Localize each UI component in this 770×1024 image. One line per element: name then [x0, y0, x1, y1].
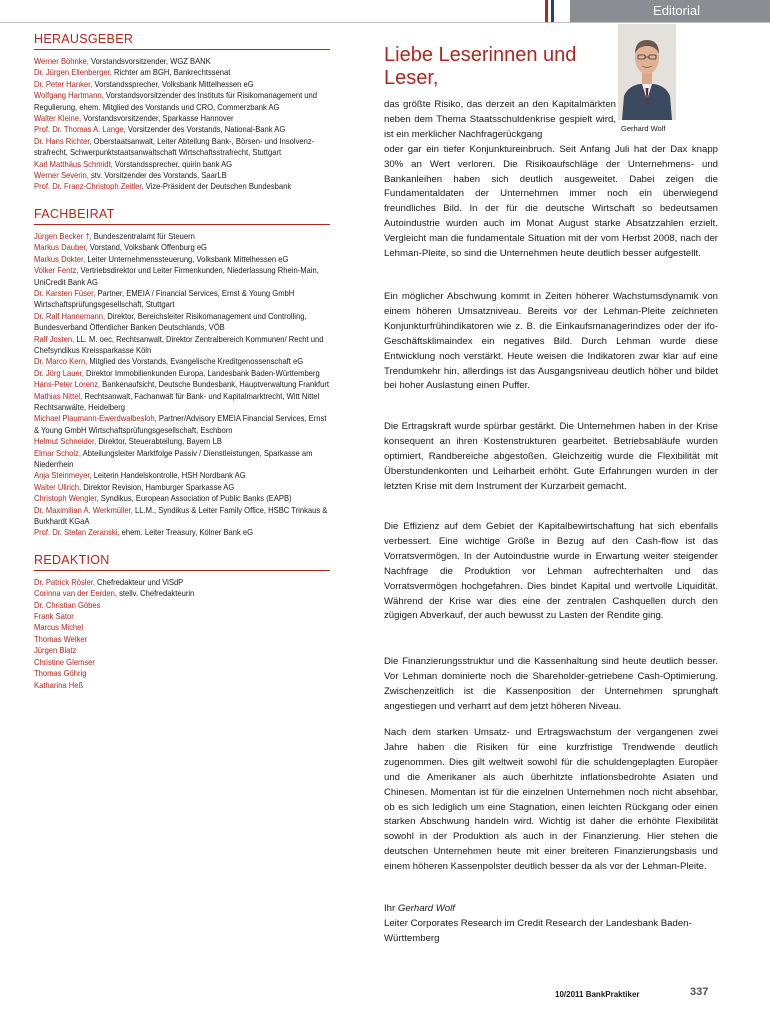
- fachbeirat-entry: [34, 231, 330, 242]
- fachbeirat-entry-name: Michael Plaumann-Ewerdwalbesloh,: [34, 414, 157, 424]
- redaktion-entry: [34, 634, 330, 645]
- fachbeirat-entry-role: LL. M. oec, Rechtsanwalt, Direktor Zentralbereich Kommunen/ Recht und Chefsyndikus Kreissparkasse Köln: [34, 334, 324, 355]
- redaktion-entry-role: stellv. Chefredakteurin: [116, 589, 195, 599]
- redaktion-entry-name: Thomas Welker: [34, 634, 88, 644]
- fachbeirat-entry-role: Vertriebsdirektor und Leiter Firmenkunden, Niederlassung Rhein-Main, UniCredit Bank AG: [34, 266, 319, 287]
- fachbeirat-entry-role: Leiterin Handelskontrolle, HSH Nordbank AG: [91, 471, 246, 481]
- fachbeirat-entry: [34, 288, 330, 311]
- herausgeber-list: [34, 56, 330, 193]
- redaktion-title: REDAKTION: [34, 552, 110, 567]
- herausgeber-entry: [34, 90, 330, 113]
- fachbeirat-entry-name: Hans-Peter Lorenz,: [34, 380, 101, 390]
- fachbeirat-entry-role: Bankenaufsicht, Deutsche Bundesbank, Hauptverwaltung Frankfurt: [100, 380, 330, 390]
- fachbeirat-entry-role: Partner, EMEIA / Financial Services, Ernst & Young GmbH Wirtschaftsprüfungsgesellschaft, Stuttgart: [34, 288, 295, 310]
- fachbeirat-entry: [34, 368, 330, 379]
- redaktion-entry: [34, 645, 330, 656]
- herausgeber-entry-name: Dr. Hans Richter,: [34, 136, 92, 146]
- fachbeirat-entry: [34, 470, 330, 481]
- masthead-column: [34, 32, 330, 691]
- paragraph-5: Die Finanzierungsstruktur und die Kassenhaltung sind heute deutlich besser. Vor Lehman dominierte noch die Shareholder-getriebene Cash-Optimierung. Zwischenzeitlich ist die Kassenposition der Unternehmen sprunghaft angestiegen und verharrt auf dem jetzt höheren Niveau.: [384, 656, 718, 712]
- fachbeirat-rule: [34, 224, 330, 225]
- fachbeirat-entry-role: Direktor Revision, Hamburger Sparkasse AG: [81, 482, 235, 492]
- herausgeber-entry-name: Prof. Dr. Thomas A. Lange,: [34, 125, 126, 135]
- fachbeirat-entry-name: Markus Dokter,: [34, 254, 86, 264]
- paragraph-4: Die Effizienz auf dem Gebiet der Kapitalbewirtschaftung hat sich ebenfalls verbessert. Eine wichtige Größe in Bezug auf den Cash-flow ist das Vorratsvermögen. In der Autoindustrie wurde in Erwartung weiter steigender Nachfrage die Produktion vor Lehman aufrechterhalten und das Vorratsvermögen hochgefahren. Dies bindet Kapital und wertvolle Liquidität. Während der Krise war dies eine der zentralen Cashquellen durch den zügigen Abverkauf, der auch bewusst zu Lasten der Rendite ging.: [384, 521, 718, 622]
- redaktion-entry: [34, 668, 330, 679]
- redaktion-entry: [34, 577, 330, 588]
- fachbeirat-entry-name: Mathias Nittel,: [34, 391, 83, 401]
- redaktion-entry-name: Dr. Christian Göbes: [34, 600, 101, 610]
- fachbeirat-entry-role: Syndikus, European Association of Public Banks (EAPB): [98, 494, 292, 504]
- fachbeirat-entry-name: Markus Dauber,: [34, 243, 88, 253]
- fachbeirat-entry-role: Abteilungsleiter Marktfolge Passiv / Dienstleistungen, Sparkasse am Niederrhein: [34, 448, 313, 469]
- fachbeirat-entry-name: Ralf Josten,: [34, 334, 75, 344]
- fachbeirat-title: FACHBEIRAT: [34, 206, 115, 221]
- herausgeber-entry-role: Vorstandsvorsitzender des Instituts für Risikomanagement und Regulierung, ehem. Mitglied des Vorstands und CRO, Commerzbank AG: [34, 91, 318, 112]
- fachbeirat-entry: [34, 448, 330, 471]
- paragraph-6: Nach dem starken Umsatz- und Ertragswachstum der vergangenen zwei Jahre haben die Risiken für eine kurzfristige Trendwende deutlich zugenommen. Dies gilt weltweit sowohl für die schuldengeplagten Europäer und die Amerikaner als auch überhitzte inflationsbedrohte Asiaten und Chinesen. Momentan ist für die einzelnen Unternehmen noch nicht absehbar, ob es sich lediglich um eine Stagnation, einen leichten Rückgang oder einen starken Abschwung handeln wird. Wichtig ist daher die erhöhte Flexibilität sowohl in der Produktion als auch in der Finanzierung. Hier stehen die deutschen Unternehmen heute mit einer breiteren Finanzierungsbasis und einem höheren Kassenpolster deutlich besser da als vor der Lehman-Pleite.: [384, 727, 718, 873]
- fachbeirat-entry-name: Volker Fentz,: [34, 266, 79, 276]
- herausgeber-entry-name: Werner Böhnke,: [34, 57, 89, 66]
- herausgeber-entry: [34, 56, 330, 67]
- fachbeirat-entry: [34, 505, 330, 528]
- fachbeirat-entry-role: Direktor, Steuerabteilung, Bayern LB: [96, 437, 222, 447]
- header-stripes: [545, 0, 557, 22]
- fachbeirat-entry-role: LL.M., Syndikus & Leiter Family Office, HSBC Trinkaus & Burkhardt KGaA: [34, 505, 328, 527]
- paragraph-1-body: oder gar ein tiefer Konjunktureinbruch. Seit Anfang Juli hat der Dax knapp 30% an Wert verloren. Die Risikoaufschläge der Unternehmens- und Bankanleihen haben sich deutlich ausgeweitet. Dabei zeigen die Fundamentaldaten der Unternehmen immer noch ein überwiegend freundliches Bild. In der für die deutsche Wirtschaft so bedeutsamen Autoindustrie wurden auch im Monat August starke Absatzzahlen erzielt. Vergleicht man die fundamentale Situation mit der vom Herbst 2008, nach der Lehman-Pleite, so sind die Unternehmen heute deutlich besser aufgestellt.: [384, 143, 718, 260]
- fachbeirat-entry-role: Partner/Advisory EMEIA Financial Services, Ernst & Young GmbH Wirtschaftsprüfungsgesellschaft, Eschborn: [34, 414, 327, 435]
- herausgeber-entry-name: Wolfgang Hartmann,: [34, 91, 104, 101]
- fachbeirat-entry-name: Dr. Maximilian A. Werkmüller,: [34, 505, 133, 515]
- herausgeber-entry-role: Vize-Präsident der Deutschen Bundesbank: [143, 182, 292, 192]
- fachbeirat-entry: [34, 334, 330, 357]
- stripe-red: [545, 0, 548, 22]
- fachbeirat-entry-name: Elmar Scholz,: [34, 448, 81, 458]
- herausgeber-entry: [34, 124, 330, 135]
- fachbeirat-entry: [34, 311, 330, 334]
- herausgeber-entry-role: stv. Vorsitzender des Vorstands, SaarLB: [88, 171, 227, 181]
- redaktion-rule: [34, 570, 330, 571]
- fachbeirat-entry-role: Mitglied des Vorstands, Evangelische Kreditgenossenschaft eG: [87, 357, 304, 367]
- redaktion-entry: [34, 680, 330, 691]
- redaktion-entry-name: Christine Glemser: [34, 657, 95, 667]
- signoff-name: Gerhard Wolf: [397, 903, 455, 914]
- redaktion-entry-name: Jürgen Blatz: [34, 646, 77, 656]
- herausgeber-entry-name: Dr. Jürgen Ellenberger,: [34, 68, 112, 78]
- fachbeirat-list: [34, 231, 330, 539]
- paragraph-2: Ein möglicher Abschwung kommt in Zeiten höherer Wachstumsdynamik von einem höheren Umsatzniveau. Bereits vor der Lehman-Pleite zeichneten Konjunkturfrühindikatoren wie z. B. die Einkaufsmanagerindizes oder der ifo-Geschäftsklimaindex ein negatives Bild. Durch Lehman wurde diese Entwicklung noch verstärkt. Heute weisen die Indikatoren zwar klar auf eine Trendumkehr hin, allerdings ist das Ausgangsniveau deutlich höher und bildet bei hoher Auslastung einen Puffer.: [384, 291, 718, 392]
- herausgeber-rule: [34, 49, 330, 50]
- herausgeber-entry: [34, 159, 330, 170]
- portrait-caption: Gerhard Wolf: [621, 124, 666, 133]
- paragraph-1-lead: das größte Risiko, das derzeit an den Kapitalmärkten neben dem Thema Staatsschuldenkrise gespielt wird, ist ein merklicher Nachfragerückgang: [384, 99, 616, 140]
- signoff: [384, 902, 718, 947]
- fachbeirat-entry-role: Vorstand, Volksbank Offenburg eG: [87, 243, 207, 253]
- herausgeber-entry: [34, 79, 330, 90]
- fachbeirat-entry-name: Dr. Karsten Füser,: [34, 288, 96, 298]
- fachbeirat-entry-name: Jürgen Becker †,: [34, 231, 92, 241]
- fachbeirat-entry: [34, 413, 330, 436]
- herausgeber-entry-role: Vorstandsvorsitzender, Sparkasse Hannover: [81, 114, 234, 124]
- fachbeirat-entry: [34, 436, 330, 447]
- fachbeirat-entry: [34, 356, 330, 367]
- paragraph-1: [384, 98, 718, 262]
- herausgeber-entry-name: Prof. Dr. Franz-Christoph Zeitler,: [34, 182, 144, 192]
- fachbeirat-entry-name: Anja Steinmeyer,: [34, 471, 92, 481]
- fachbeirat-entry: [34, 254, 330, 265]
- fachbeirat-entry-role: Direktor, Bereichsleiter Risikomanagement und Controlling, Bundesverband Öffentlicher Banken Deutschlands, VÖB: [34, 311, 307, 333]
- redaktion-entry-name: Frank Sator: [34, 612, 74, 622]
- fachbeirat-entry-name: Helmut Schneider,: [34, 437, 97, 447]
- fachbeirat-entry: [34, 379, 330, 390]
- herausgeber-entry-role: Vorstandsvorsitzender, WGZ BANK: [88, 57, 211, 66]
- section-label: Editorial: [653, 3, 700, 18]
- fachbeirat-entry: [34, 242, 330, 253]
- header-rule: [0, 22, 770, 23]
- fachbeirat-entry-name: Dr. Marco Kern,: [34, 357, 88, 367]
- herausgeber-title: HERAUSGEBER: [34, 32, 134, 46]
- fachbeirat-entry-role: Bundeszentralamt für Steuern: [91, 231, 195, 241]
- footer-issue: 10/2011 BankPraktiker: [555, 990, 640, 999]
- fachbeirat-entry-role: ehem. Leiter Treasury, Kölner Bank eG: [119, 528, 254, 538]
- signoff-title: Leiter Corporates Research im Credit Research der Landesbank Baden-Württemberg: [384, 917, 692, 944]
- redaktion-entry: [34, 657, 330, 668]
- redaktion-entry-name: Katharina Heß: [34, 680, 84, 690]
- herausgeber-entry-role: Oberstaatsanwalt, Leiter Abteilung Bank-, Börsen- und Insolvenzstrafrecht, Schwerpunktstaatsanwaltschaft Wirtschaftsstrafrecht, Stuttgart: [34, 136, 315, 158]
- redaktion-entry-name: Thomas Göhrig: [34, 669, 87, 679]
- signoff-prefix: Ihr: [384, 903, 398, 914]
- fachbeirat-entry-name: Dr. Ralf Hannemann,: [34, 311, 106, 321]
- redaktion-entry: [34, 588, 330, 599]
- fachbeirat-entry: [34, 482, 330, 493]
- herausgeber-entry: [34, 113, 330, 124]
- fachbeirat-entry-role: Direktor Immobilienkunden Europa, Landesbank Baden-Württemberg: [83, 368, 320, 378]
- fachbeirat-entry-role: Rechtsanwalt, Fachanwalt für Bank- und Kapitalmarktrecht, Witt Nittel Rechtsanwälte, Heidelberg: [34, 391, 320, 412]
- fachbeirat-entry-name: Christoph Wengler,: [34, 494, 99, 504]
- herausgeber-entry-name: Dr. Peter Hanker,: [34, 79, 93, 89]
- herausgeber-entry-name: Werner Severin,: [34, 171, 89, 181]
- fachbeirat-entry: [34, 527, 330, 538]
- fachbeirat-entry-name: Prof. Dr. Stefan Zeranski,: [34, 528, 120, 538]
- redaktion-entry: [34, 622, 330, 633]
- fachbeirat-entry: [34, 265, 330, 288]
- fachbeirat-entry-name: Walter Ullrich,: [34, 482, 82, 492]
- fachbeirat-entry: [34, 493, 330, 504]
- paragraph-3: Die Ertragskraft wurde spürbar gestärkt. Die Unternehmen haben in der Krise konsequent an ihren Kostenstrukturen gearbeitet. Betriebsabläufe wurden optimiert, Randbereiche abgestoßen. Gleichzeitig wurde die Flexibilität mit Überstundenkonten und Leiharbeit erhöht. Gute Erfahrungen wurden in der letzten Krise mit dem Instrument der Kurzarbeit gemacht.: [384, 421, 718, 492]
- redaktion-entry-name: Marcus Michel: [34, 623, 84, 633]
- herausgeber-entry: [34, 67, 330, 78]
- herausgeber-entry-name: Karl Matthäus Schmidt,: [34, 159, 113, 169]
- redaktion-entry-name: Dr. Patrick Rösler,: [34, 577, 95, 587]
- herausgeber-entry: [34, 170, 330, 181]
- redaktion-entry-role: Chefredakteur und ViSdP: [94, 577, 184, 587]
- herausgeber-entry-role: Vorstandssprecher, Volksbank Mittelhessen eG: [92, 79, 254, 89]
- herausgeber-entry-role: Vorstandssprecher, quirin bank AG: [112, 159, 233, 169]
- herausgeber-entry-name: Walter Kleine,: [34, 114, 82, 124]
- herausgeber-entry: [34, 181, 330, 192]
- fachbeirat-entry: [34, 391, 330, 414]
- herausgeber-entry: [34, 136, 330, 159]
- redaktion-entry-name: Corinna van der Eerden,: [34, 589, 117, 599]
- redaktion-entry: [34, 611, 330, 622]
- herausgeber-entry-role: Vorsitzender des Vorstands, National-Bank AG: [125, 125, 286, 135]
- redaktion-list: [34, 577, 330, 691]
- page-number: 337: [690, 986, 709, 998]
- redaktion-entry: [34, 600, 330, 611]
- fachbeirat-entry-role: Leiter Unternehmenssteuerung, Volksbank Mittelhessen eG: [85, 254, 289, 264]
- herausgeber-entry-role: Richter am BGH, Bankrechtssenat: [111, 68, 231, 78]
- signoff-line: [384, 902, 718, 917]
- editorial-headline: Liebe Leserinnen und Leser,: [384, 44, 577, 89]
- fachbeirat-entry-name: Dr. Jörg Lauer,: [34, 368, 84, 378]
- section-label-bar: [570, 0, 770, 22]
- stripe-blue: [551, 0, 554, 22]
